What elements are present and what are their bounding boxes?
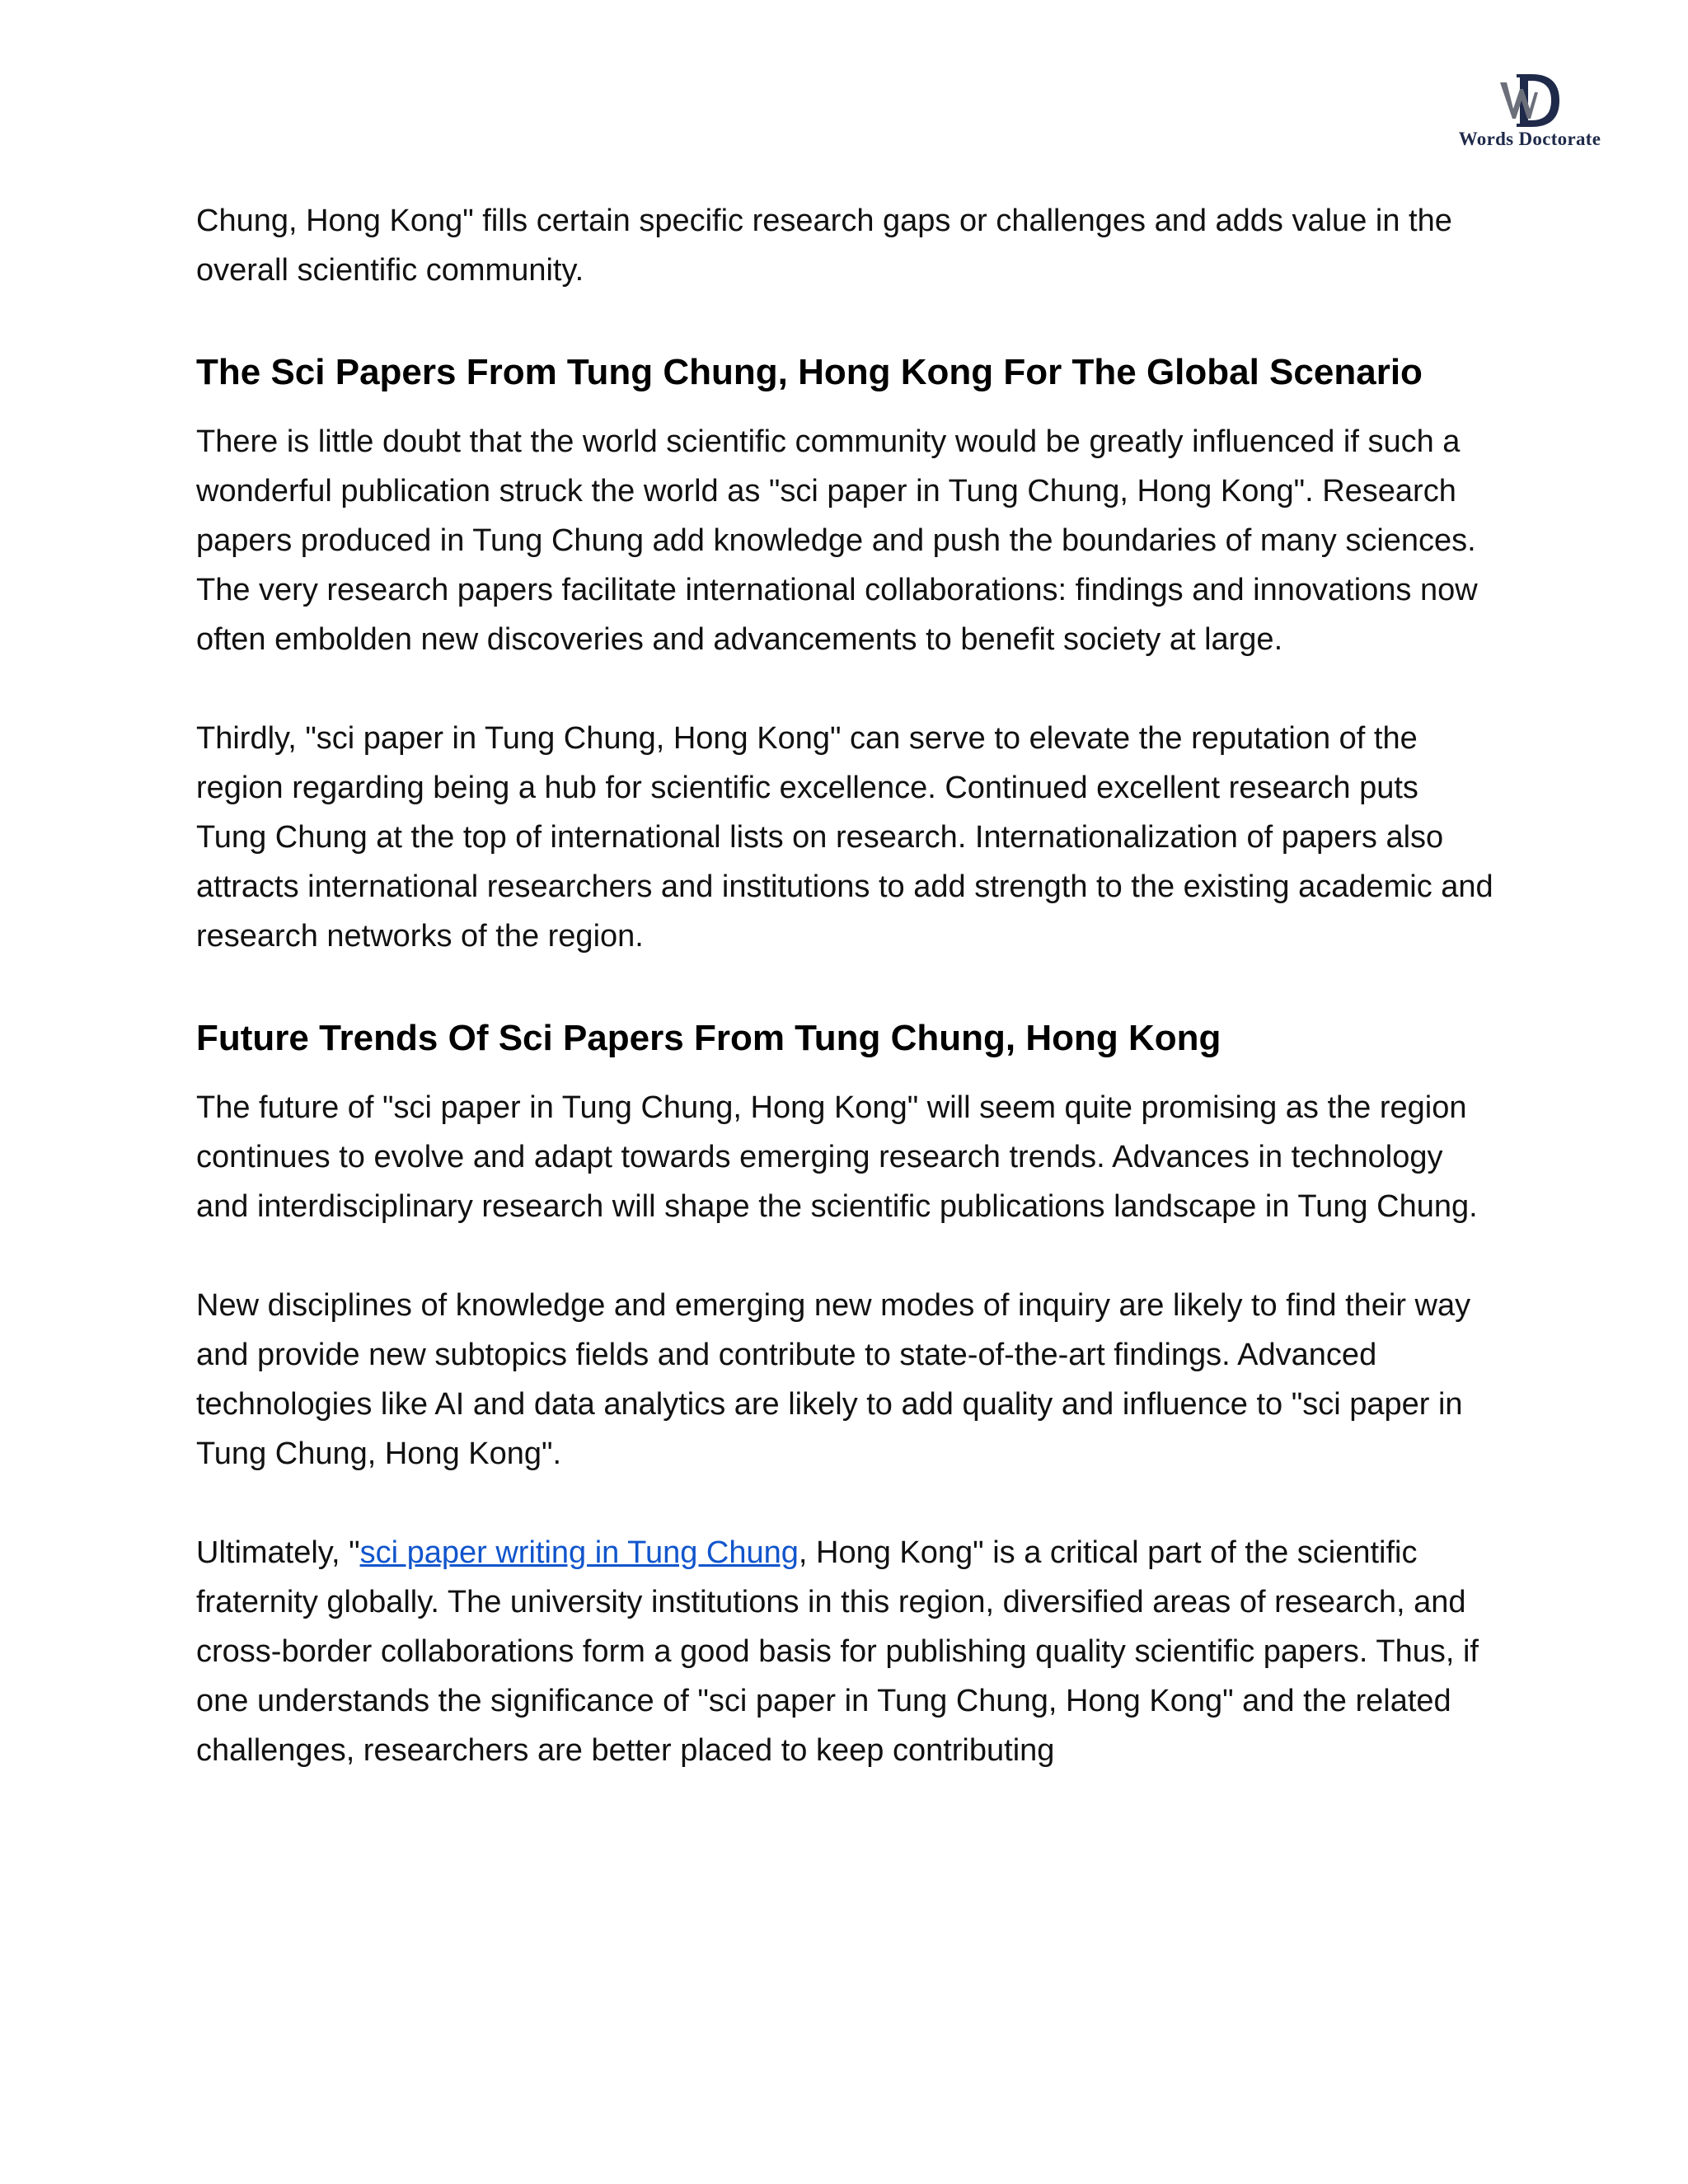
paragraph-text-after-link: , Hong Kong" is a critical part of the scientific fraternity globally. The university institutions in this region, diversified areas of research, and cross-border collaborations form a good basis for publishing quality scientific papers. Thus, if one understands the significance of "sci paper in Tung Chung, Hong Kong" and the related challenges, researchers are better placed to keep contributing (196, 1535, 1479, 1768)
global-scenario-paragraph-1: There is little doubt that the world scientific community would be greatly influenced if such a wonderful publication struck the world as "sci paper in Tung Chung, Hong Kong". Research papers produced in Tung Chung add knowledge and push the boundaries of many sciences. The very research papers facilitate international collaborations: findings and innovations now often embolden new discoveries and advancements to benefit society at large. (196, 424, 1478, 657)
logo-text: Words Doctorate (1458, 129, 1601, 149)
section-heading-global-scenario: The Sci Papers From Tung Chung, Hong Kong For The Global Scenario (196, 352, 1423, 392)
sci-paper-writing-link[interactable]: sci paper writing in Tung Chung (359, 1535, 799, 1570)
global-scenario-paragraph-2: Thirdly, "sci paper in Tung Chung, Hong Kong" can serve to elevate the reputation of the region regarding being a hub for scientific excellence. Continued excellent research puts Tung Chung at the top of international lists on research. Internationalization of papers also attracts international researchers and institutions to add strength to the existing academic and research networks of the region. (196, 721, 1493, 954)
future-trends-paragraph-3 (196, 1528, 1494, 1775)
future-trends-paragraph-2: New disciplines of knowledge and emerging new modes of inquiry are likely to find their way and provide new subtopics fields and contribute to state-of-the-art findings. Advanced technologies like AI and data analytics are likely to add quality and influence to "sci paper in Tung Chung, Hong Kong". (196, 1288, 1471, 1471)
future-trends-paragraph-1: The future of "sci paper in Tung Chung, Hong Kong" will seem quite promising as the region continues to evolve and adapt towards emerging research trends. Advances in technology and interdisciplinary research will shape the scientific publications landscape in Tung Chung. (196, 1090, 1478, 1224)
words-doctorate-logo (1447, 71, 1612, 153)
intro-paragraph: Chung, Hong Kong" fills certain specific research gaps or challenges and adds value in the overall scientific community. (196, 204, 1452, 288)
section-heading-future-trends: Future Trends Of Sci Papers From Tung Chung, Hong Kong (196, 1018, 1221, 1058)
paragraph-text-before-link: Ultimately, " (196, 1535, 360, 1570)
wd-logo-icon (1489, 71, 1571, 130)
document-body (196, 196, 1494, 1775)
